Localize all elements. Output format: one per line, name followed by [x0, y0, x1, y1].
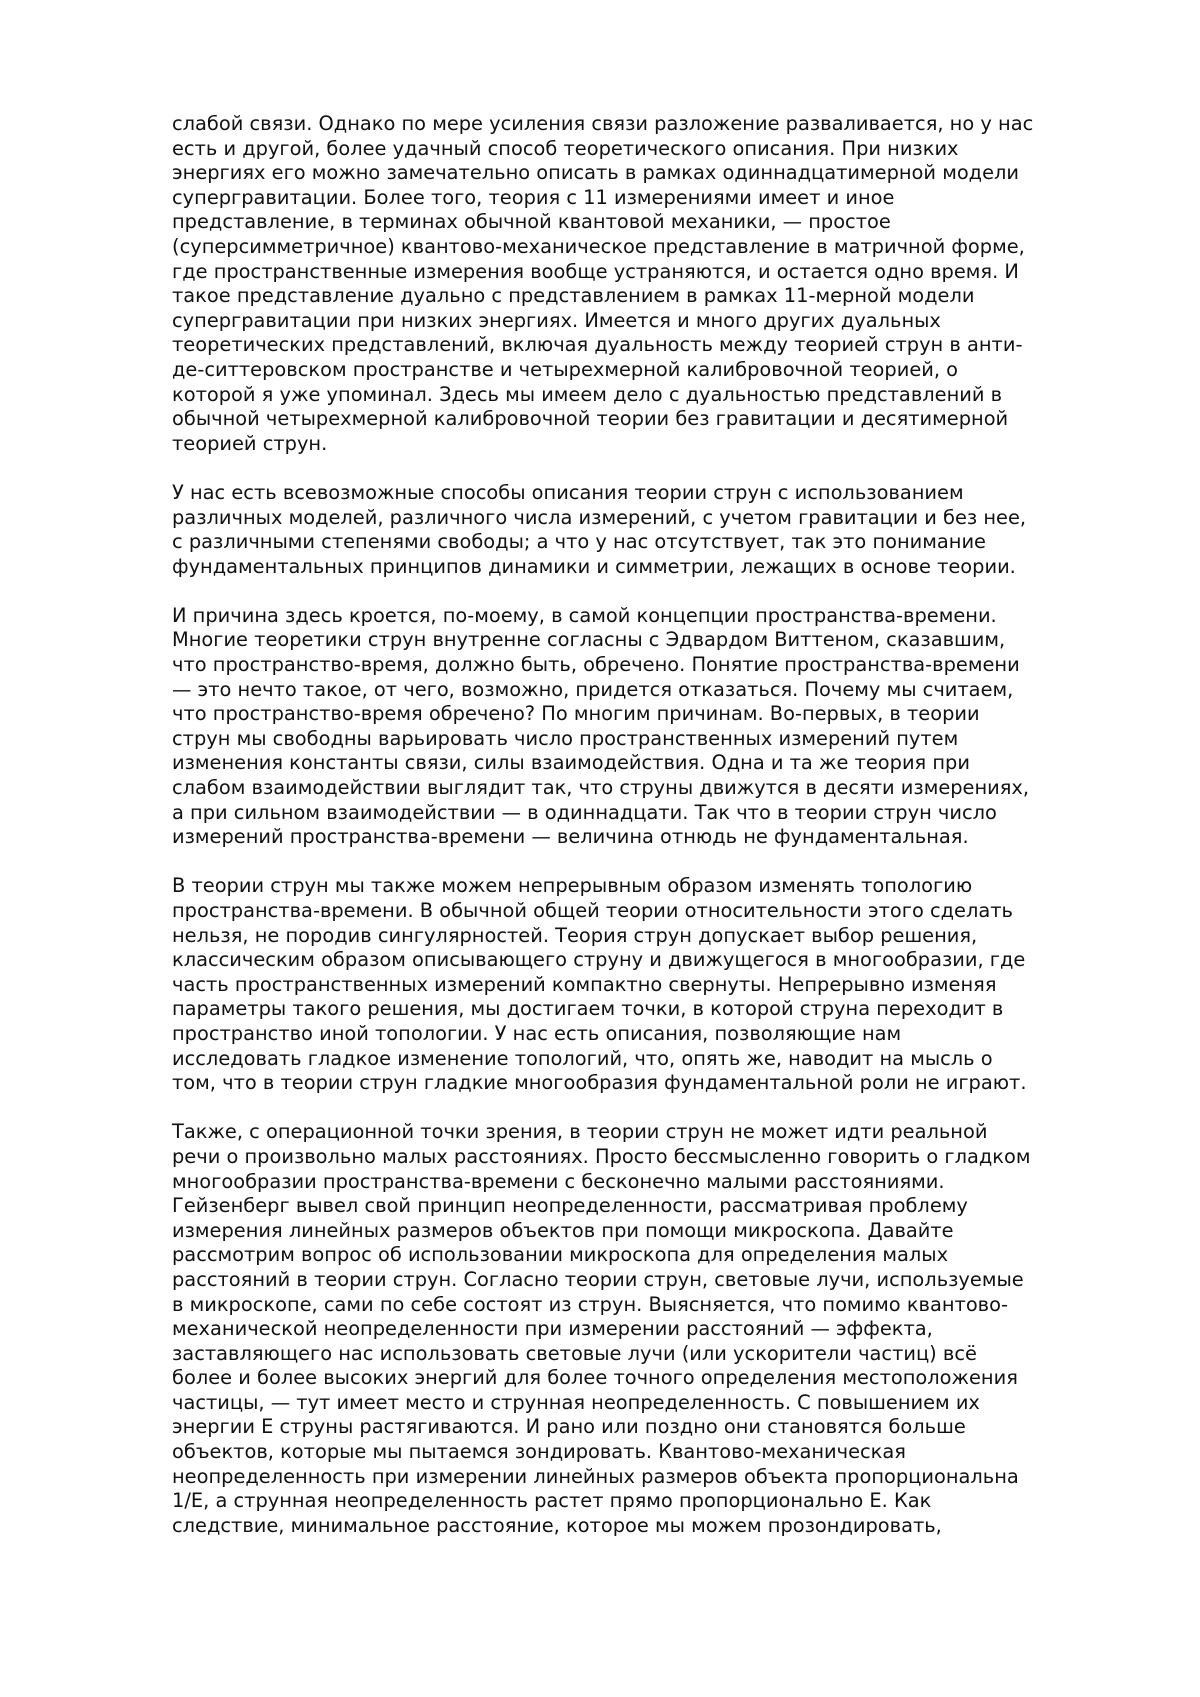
text-line: том, что в теории струн гладкие многообразия фундаментальной роли не играют.	[172, 1071, 1027, 1095]
text-line: неопределенность при измерении линейных размеров объекта пропорциональна	[172, 1464, 1019, 1488]
text-line: более и более высоких энергий для более точного определения местоположения	[172, 1366, 1018, 1390]
paragraph-5	[172, 1120, 1130, 1538]
text-line: изменения константы связи, силы взаимодействия. Одна и та же теория при	[172, 751, 970, 775]
text-line: в микроскопе, сами по себе состоят из струн. Выясняется, что помимо квантово-	[172, 1292, 1008, 1316]
text-line: многообразии пространства-времени с бесконечно малыми расстояниями.	[172, 1169, 945, 1193]
text-line: энергиях его можно замечательно описать в рамках одиннадцатимерной модели	[172, 161, 1020, 185]
text-line: де-ситтеровском пространстве и четырехмерной калибровочной теорией, о	[172, 357, 959, 381]
text-line: с различными степенями свободы; а что у нас отсутствует, так это понимание	[172, 530, 986, 554]
text-line: супергравитации при низких энергиях. Имеется и много других дуальных	[172, 308, 941, 332]
text-line: — это нечто такое, от чего, возможно, придется отказаться. Почему мы считаем,	[172, 677, 1014, 701]
text-line: пространства-времени. В обычной общей теории относительности этого сделать	[172, 899, 1013, 922]
text-line: следствие, минимальное расстояние, которое мы можем прозондировать,	[172, 1513, 942, 1537]
text-line: В теории струн мы также можем непрерывным образом изменять топологию	[172, 874, 973, 898]
paragraph-4	[172, 874, 1130, 1095]
text-line: различных моделей, различного числа измерений, с учетом гравитации и без нее,	[172, 505, 1027, 529]
text-line: частицы, — тут имеет место и струнная неопределенность. С повышением их	[172, 1390, 980, 1414]
paragraph-1	[172, 112, 1130, 456]
text-line: пространство иной топологии. У нас есть описания, позволяющие нам	[172, 1021, 902, 1045]
text-line: что пространство-время обречено? По многим причинам. Во-первых, в теории	[172, 702, 980, 726]
text-line: классическим образом описывающего струну и движущегося в многообразии, где	[172, 948, 1026, 972]
text-line: а при сильном взаимодействии — в одиннадцати. Так что в теории струн число	[172, 800, 997, 824]
paragraph-2	[172, 481, 1130, 579]
paragraph-3	[172, 604, 1130, 850]
text-line: 1/Е, а струнная неопределенность растет прямо пропорционально Е. Как	[172, 1489, 932, 1513]
text-line: измерений пространства-времени — величина отнюдь не фундаментальная.	[172, 825, 969, 849]
text-line: струн мы свободны варьировать число пространственных измерений путем	[172, 726, 959, 750]
document-body	[172, 112, 1130, 1538]
text-line: Гейзенберг вывел свой принцип неопределенности, рассматривая проблему	[172, 1194, 968, 1218]
text-line: теорией струн.	[172, 431, 328, 455]
text-line: слабой связи. Однако по мере усиления связи разложение разваливается, но у нас	[172, 112, 1034, 135]
text-line: нельзя, не породив сингулярностей. Теория струн допускает выбор решения,	[172, 923, 978, 947]
text-line: речи о произвольно малых расстояниях. Просто бессмысленно говорить о гладком	[172, 1144, 1031, 1168]
text-line: Многие теоретики струн внутренне согласны с Эдвардом Виттеном, сказавшим,	[172, 628, 1006, 652]
text-line: где пространственные измерения вообще устраняются, и остается одно время. И	[172, 259, 1019, 283]
text-line: И причина здесь кроется, по-моему, в самой концепции пространства-времени.	[172, 603, 997, 627]
text-line: фундаментальных принципов динамики и симметрии, лежащих в основе теории.	[172, 554, 1016, 578]
text-line: представление, в терминах обычной квантовой механики, — простое	[172, 210, 891, 234]
text-line: такое представление дуально с представлением в рамках 11-мерной модели	[172, 284, 975, 308]
text-line: У нас есть всевозможные способы описания теории струн с использованием	[172, 480, 964, 504]
text-line: (суперсимметричное) квантово-механическое представление в матричной форме,	[172, 234, 1025, 258]
text-line: параметры такого решения, мы достигаем точки, в которой струна переходит в	[172, 997, 1004, 1021]
text-line: исследовать гладкое изменение топологий, что, опять же, наводит на мысль о	[172, 1046, 993, 1070]
text-line: заставляющего нас использовать световые лучи (или ускорители частиц) всё	[172, 1341, 977, 1365]
text-line: часть пространственных измерений компактно свернуты. Непрерывно изменяя	[172, 972, 997, 996]
text-line: Также, с операционной точки зрения, в теории струн не может идти реальной	[172, 1120, 988, 1144]
text-line: механической неопределенности при измерении расстояний — эффекта,	[172, 1317, 933, 1341]
text-line: измерения линейных размеров объектов при помощи микроскопа. Давайте	[172, 1218, 954, 1242]
text-line: рассмотрим вопрос об использовании микроскопа для определения малых	[172, 1243, 949, 1267]
text-line: что пространство-время, должно быть, обречено. Понятие пространства-времени	[172, 653, 1020, 677]
text-line: расстояний в теории струн. Согласно теории струн, световые лучи, используемые	[172, 1267, 1024, 1291]
text-line: супергравитации. Более того, теория с 11 измерениями имеет и иное	[172, 185, 895, 209]
text-line: энергии Е струны растягиваются. И рано или поздно они становятся больше	[172, 1415, 966, 1439]
text-line: обычной четырехмерной калибровочной теории без гравитации и десятимерной	[172, 407, 1009, 431]
text-line: есть и другой, более удачный способ теоретического описания. При низких	[172, 136, 959, 160]
text-line: объектов, которые мы пытаемся зондировать. Квантово-механическая	[172, 1440, 906, 1464]
text-line: теоретических представлений, включая дуальность между теорией струн в анти-	[172, 333, 1023, 357]
text-line: слабом взаимодействии выглядит так, что струны движутся в десяти измерениях,	[172, 776, 1030, 800]
text-line: которой я уже упоминал. Здесь мы имеем дело с дуальностью представлений в	[172, 382, 1003, 406]
